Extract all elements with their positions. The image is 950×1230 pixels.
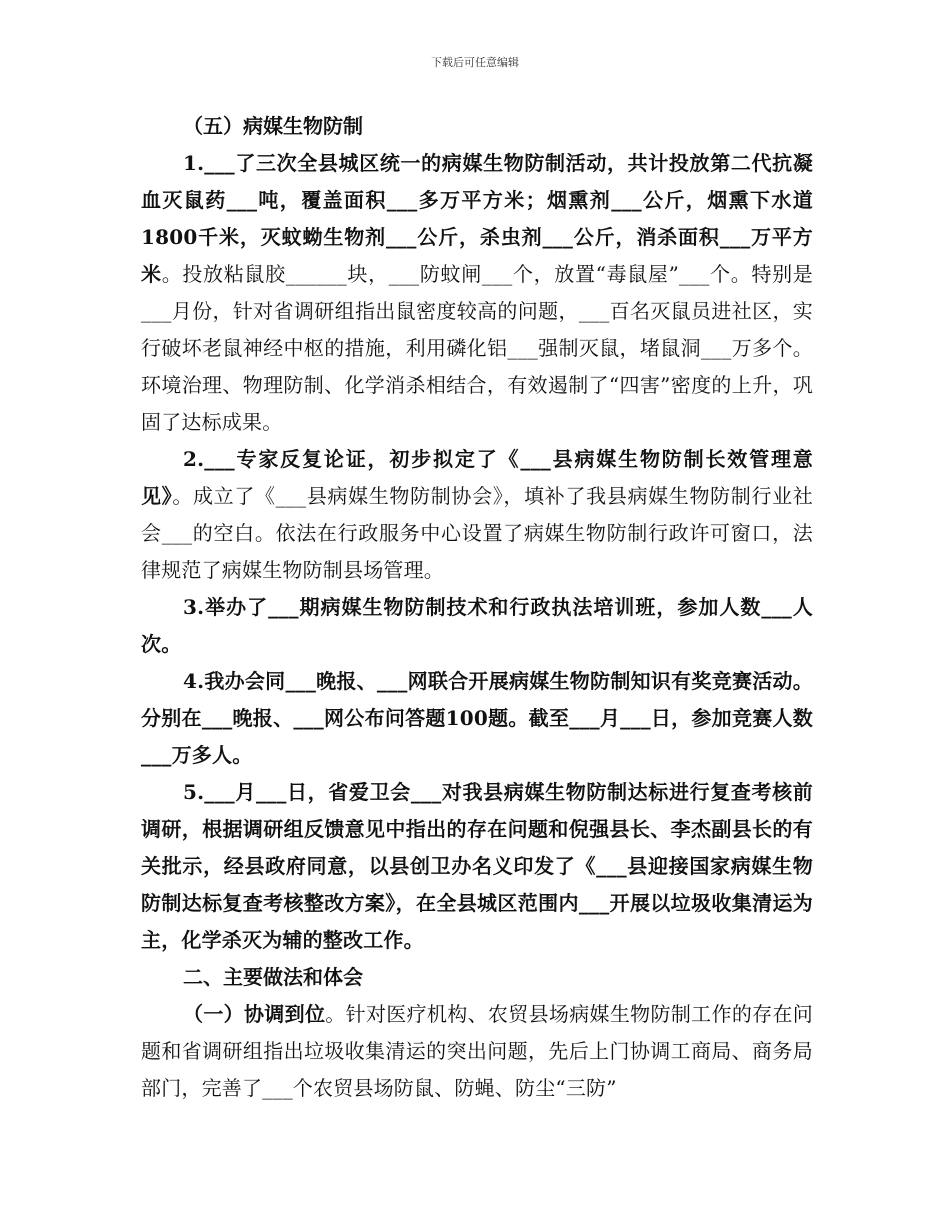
paragraph-item-1: [141, 145, 813, 441]
section-heading-2: 二、主要做法和体会: [183, 965, 363, 989]
item-1-text: 。投放粘鼠胶______块，___防蚊闸___个，放置“毒鼠屋”___个。特别是___月份，针对省调研组指出鼠密度较高的问题，___百名灭鼠员进社区，实行破坏老鼠神经中枢的措施，利用磷化铝___强制灭鼠，堵鼠洞___万多个。环境治理、物理防制、化学消杀相结合，有效遏制了“四害”密度的上升，巩固了达标成果。: [141, 262, 814, 434]
sub-1-bold: （一）协调到位: [183, 1002, 326, 1026]
sub-1-text: 。针对医疗机构、农贸县场病媒生物防制工作的存在问题和省调研组指出垃圾收集清运的突出问题，先后上门协调工商局、商务局部门，完善了___个农贸县场防鼠、防蝇、防尘“三防”: [141, 1002, 813, 1100]
paragraph-item-5: [141, 774, 813, 959]
paragraph-sub-1: [141, 996, 813, 1107]
item-2-text: 。成立了《___县病媒生物防制协会》，填补了我县病媒生物防制行业社会___的空白。依法在行政服务中心设置了病媒生物防制行政许可窗口，法律规范了病媒生物防制县场管理。: [141, 484, 813, 582]
page-header: 下载后可任意编辑: [431, 56, 519, 69]
item-2-bold: 2.___专家反复论证，初步拟定了《___县病媒生物防制长效管理意见》: [141, 447, 813, 508]
item-5-bold: 5.___月___日，省爱卫会___对我县病媒生物防制达标进行复查考核前调研，根据调研组反馈意见中指出的存在问题和倪强县长、李杰副县长的有关批示，经县政府同意，以县创卫办名义印发了《___县迎接国家病媒生物防制达标复查考核整改方案》，在全县城区范围内___开展以垃圾收集清运为主，化学杀灭为辅的整改工作。: [141, 780, 813, 952]
paragraph-item-3: [141, 589, 813, 663]
paragraph-item-4: [141, 663, 813, 774]
item-4-bold: 4.我办会同___晚报、___网联合开展病媒生物防制知识有奖竞赛活动。分别在___晚报、___网公布问答题100题。截至___月___日，参加竞赛人数___万多人。: [141, 669, 813, 767]
section-heading-5: （五）病媒生物防制: [183, 114, 363, 138]
item-3-bold: 3.举办了___期病媒生物防制技术和行政执法培训班，参加人数___人次。: [141, 595, 813, 656]
paragraph-item-2: [141, 441, 813, 589]
item-1-bold: 1.___了三次全县城区统一的病媒生物防制活动，共计投放第二代抗凝血灭鼠药___吨，覆盖面积___多万平方米；烟熏剂___公斤，烟熏下水道1800千米，灭蚊蚴生物剂___公斤，杀虫剂___公斤，消杀面积___万平方米: [141, 151, 813, 286]
document-body: [141, 108, 813, 1107]
